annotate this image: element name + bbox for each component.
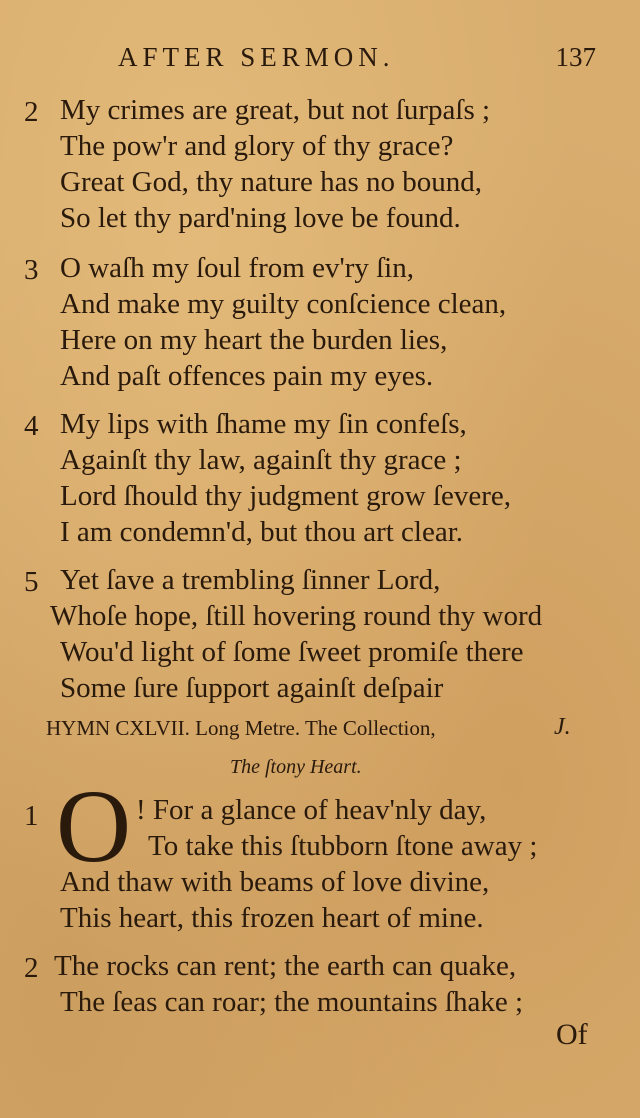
verse-number: 3	[24, 254, 39, 286]
verse-line: And make my guilty conſcience clean,	[60, 288, 507, 320]
verse-line: ! For a glance of heav'nly day,	[136, 794, 487, 826]
verse-line: Lord ſhould thy judgment grow ſevere,	[60, 480, 512, 512]
verse-line: Wou'd light of ſome ſweet promiſe there	[60, 636, 524, 668]
hymn-author-mark: J.	[554, 714, 571, 740]
verse-line: So let thy pard'ning love be found.	[60, 202, 461, 234]
verse-line: Some ſure ſupport againſt deſpair	[60, 672, 444, 704]
verse-line: Whoſe hope, ſtill hovering round thy word	[50, 600, 543, 632]
hymn-heading: HYMN CXLVII. Long Metre. The Collection,	[46, 716, 436, 740]
page-number: 137	[555, 42, 596, 72]
verse-line: Here on my heart the burden lies,	[60, 324, 448, 356]
verse-number: 5	[24, 566, 39, 598]
verse-line: The ſeas can roar; the mountains ſhake ;	[60, 986, 524, 1018]
verse-number: 4	[24, 410, 39, 442]
verse-line: And thaw with beams of love divine,	[60, 866, 490, 898]
verse-line: And paſt offences pain my eyes.	[60, 360, 434, 392]
hymn-subtitle: The ſtony Heart.	[230, 756, 362, 778]
verse-number: 2	[24, 952, 39, 984]
hymn-heading-row	[0, 716, 640, 750]
verse-line: My lips with ſhame my ſin confeſs,	[60, 408, 467, 440]
running-head: AFTER SERMON.	[118, 42, 395, 72]
verse-line: I am condemn'd, but thou art clear.	[60, 516, 464, 548]
page-header	[0, 42, 640, 82]
verse-line: The pow'r and glory of thy grace?	[60, 130, 454, 162]
verse-line: To take this ſtubborn ſtone away ;	[148, 830, 538, 862]
drop-cap: O	[56, 769, 132, 884]
catchword: Of	[556, 1018, 588, 1051]
verse-line: O waſh my ſoul from ev'ry ſin,	[60, 252, 414, 284]
verse-number: 2	[24, 96, 39, 128]
verse-line: Againſt thy law, againſt thy grace ;	[60, 444, 462, 476]
verse-line: Great God, thy nature has no bound,	[60, 166, 483, 198]
verse-line: This heart, this frozen heart of mine.	[60, 902, 484, 934]
verse-line: My crimes are great, but not ſurpaſs ;	[60, 94, 491, 126]
verse-line: Yet ſave a trembling ſinner Lord,	[60, 564, 441, 596]
verse-number: 1	[24, 800, 39, 832]
verse-line: The rocks can rent; the earth can quake,	[54, 950, 517, 982]
